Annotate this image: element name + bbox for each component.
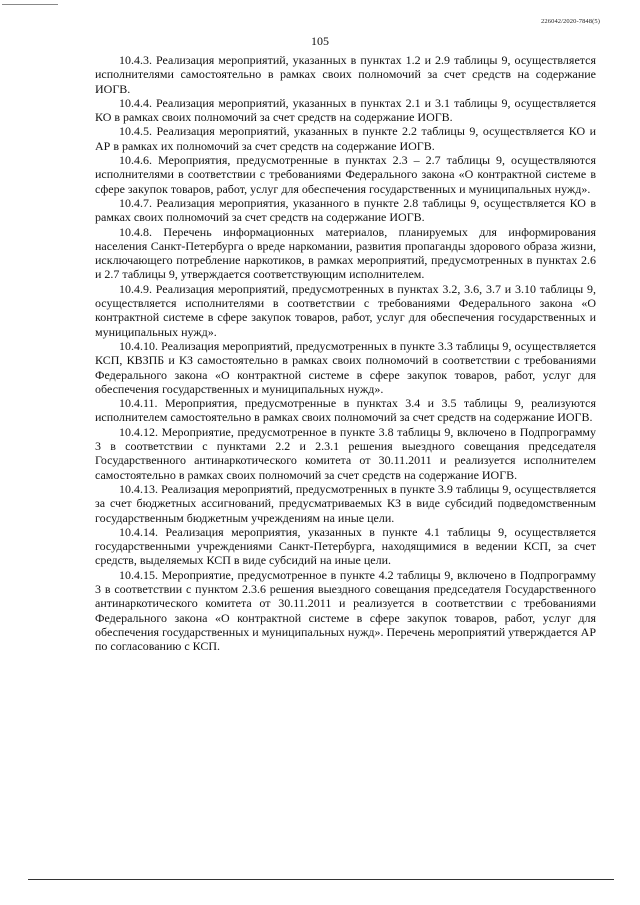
paragraph-10-4-8: 10.4.8. Перечень информационных материалов, планируемых для информирования населения Санкт-Петербурга о вреде наркомании, развития пропаганды здорового образа жизни, исключающего потребление наркотиков, в рамках мероприятий, предусмотренных в пунктах 2.6 и 2.7 таблицы 9, утверждается соответствующим исполнителем.: [95, 224, 596, 282]
document-body: [95, 53, 596, 653]
top-left-rule: [2, 4, 58, 5]
bottom-page-rule: [28, 879, 614, 880]
document-id: 226042/2020-7848(5): [541, 18, 600, 25]
paragraph-10-4-4: 10.4.4. Реализация мероприятий, указанных в пунктах 2.1 и 3.1 таблицы 9, осуществляется КО в рамках своих полномочий за счет средств на содержание ИОГВ.: [95, 95, 596, 125]
page-number: 105: [311, 34, 329, 48]
paragraph-10-4-12: 10.4.12. Мероприятие, предусмотренное в пункте 3.8 таблицы 9, включено в Подпрограмму 3 в соответствии с пунктами 2.2 и 2.3.1 решения выездного совещания председателя Государственного антинаркотического комитета от 30.11.2011 и реализуется исполнителем самостоятельно в рамках своих полномочий за счет средств на содержание ИОГВ.: [95, 424, 596, 482]
paragraph-10-4-10: 10.4.10. Реализация мероприятий, предусмотренных в пункте 3.3 таблицы 9, осуществляется КСП, КВЗПБ и КЗ самостоятельно в рамках своих полномочий в соответствии с требованиями Федерального закона «О контрактной системе в сфере закупок товаров, работ, услуг для обеспечения государственных и муниципальных нужд».: [95, 338, 596, 396]
paragraph-10-4-9: 10.4.9. Реализация мероприятий, предусмотренных в пунктах 3.2, 3.6, 3.7 и 3.10 таблицы 9, осуществляется исполнителями в соответствии с требованиями Федерального закона «О контрактной системе в сфере закупок товаров, работ, услуг для обеспечения государственных и муниципальных нужд».: [95, 281, 596, 339]
paragraph-10-4-15: 10.4.15. Мероприятие, предусмотренное в пункте 4.2 таблицы 9, включено в Подпрограмму 3 в соответствии с пунктом 2.3.6 решения выездного совещания председателя Государственного антинаркотического комитета от 30.11.2011 и реализуется в соответствии с требованиями Федерального закона «О контрактной системе в сфере закупок товаров, работ, услуг для обеспечения государственных и муниципальных нужд». Перечень мероприятий утверждается АР по согласованию с КСП.: [95, 567, 596, 654]
paragraph-10-4-6: 10.4.6. Мероприятия, предусмотренные в пунктах 2.3 – 2.7 таблицы 9, осуществляются исполнителями в соответствии с требованиями Федерального закона «О контрактной системе в сфере закупок товаров, работ, услуг для обеспечения государственных и муниципальных нужд».: [95, 153, 596, 196]
paragraph-10-4-14: 10.4.14. Реализация мероприятия, указанных в пункте 4.1 таблицы 9, осуществляется государственными учреждениями Санкт-Петербурга, находящимися в ведении КСП, за счет средств, выделяемых КСП в виде субсидий на иные цели.: [95, 524, 596, 568]
paragraph-10-4-11: 10.4.11. Мероприятия, предусмотренные в пунктах 3.4 и 3.5 таблицы 9, реализуются исполнителем самостоятельно в рамках своих полномочий за счет средств на содержание ИОГВ.: [95, 396, 596, 425]
paragraph-10-4-3: 10.4.3. Реализация мероприятий, указанных в пунктах 1.2 и 2.9 таблицы 9, осуществляется исполнителями самостоятельно в рамках своих полномочий за счет средств на содержание ИОГВ.: [95, 53, 596, 96]
paragraph-10-4-5: 10.4.5. Реализация мероприятий, указанных в пункте 2.2 таблицы 9, осуществляется КО и АР в рамках их полномочий за счет средств на содержание ИОГВ.: [95, 124, 596, 153]
paragraph-10-4-7: 10.4.7. Реализация мероприятия, указанного в пункте 2.8 таблицы 9, осуществляется КО в рамках своих полномочий за счет средств на содержание ИОГВ.: [95, 195, 596, 225]
paragraph-10-4-13: 10.4.13. Реализация мероприятий, предусмотренных в пункте 3.9 таблицы 9, осуществляется за счет бюджетных ассигнований, предусматриваемых КЗ в виде субсидий подведомственным государственным бюджетным учреждениям на иные цели.: [95, 481, 596, 525]
